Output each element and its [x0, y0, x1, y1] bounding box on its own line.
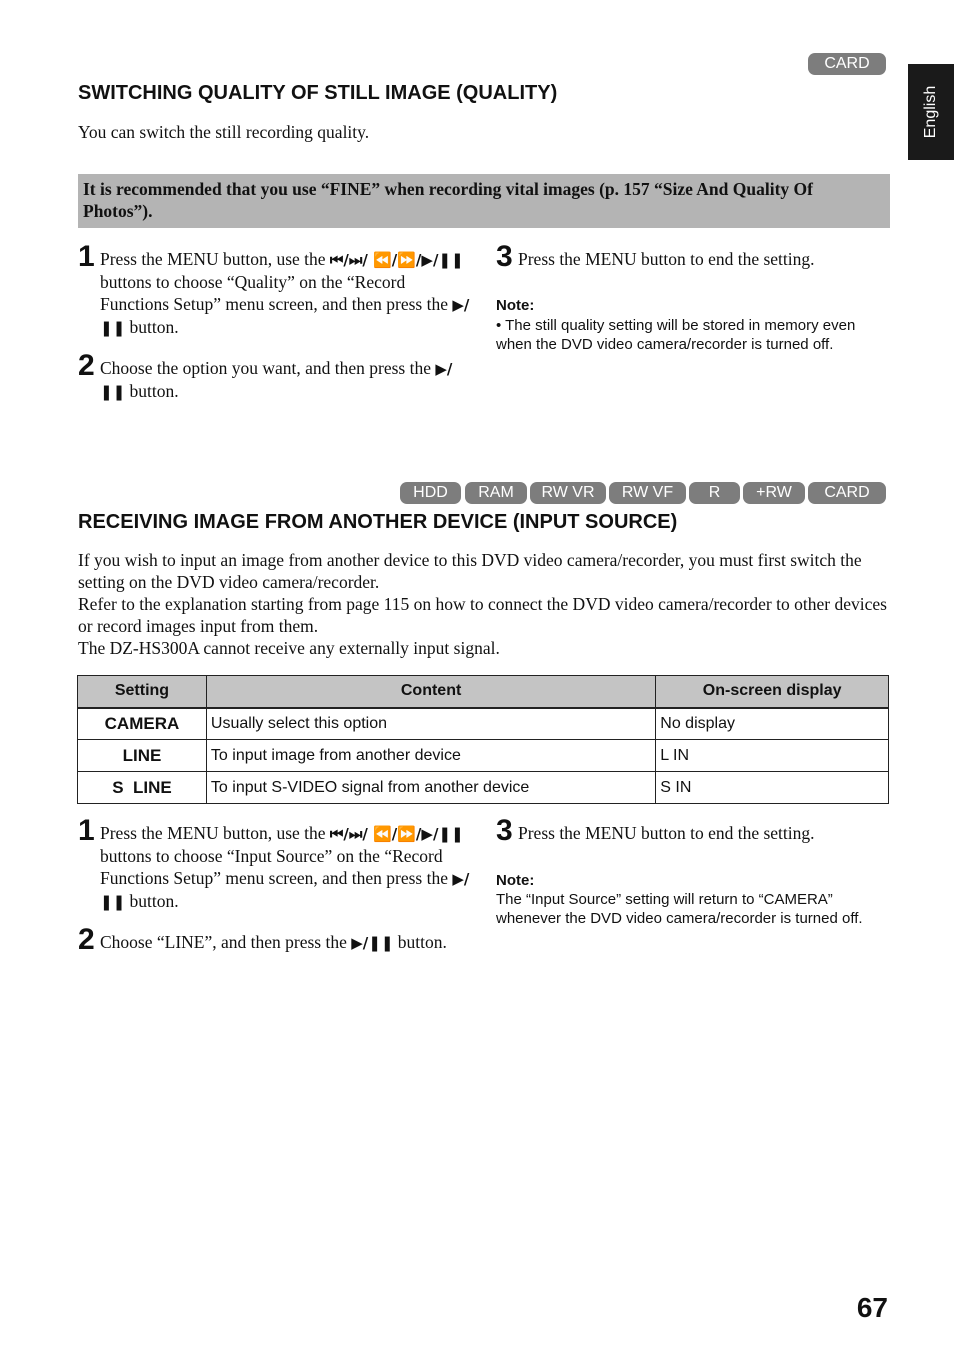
step-3-quality: [496, 240, 896, 273]
note-label-text: Note: [496, 872, 530, 889]
note-text-input-source: The “Input Source” setting will return to “CAMERA” whenever the DVD video camera/recorder is turned off.: [496, 891, 863, 927]
nav-buttons-icon: ⏮/⏭/ ⏪/⏩/▶/❚❚: [329, 825, 464, 843]
table-row: [78, 772, 889, 804]
step-text-part: Choose “LINE”, and then press the: [100, 932, 352, 952]
step-number: 2: [78, 923, 95, 956]
section-intro-quality: You can switch the still recording quality.: [78, 122, 370, 142]
note-text-quality: • The still quality setting will be stored in memory even when the DVD video camera/recorder is turned off.: [496, 317, 856, 353]
step-text-part: button.: [125, 891, 179, 911]
play-pause-icon: ▶/❚❚: [100, 296, 470, 337]
step-text: [100, 822, 470, 913]
setting-cell: CAMERA: [78, 708, 207, 740]
column-header: Setting: [78, 676, 207, 708]
display-cell: No display: [656, 708, 889, 740]
nav-buttons-icon: ⏮/⏭/ ⏪/⏩/▶/❚❚: [329, 251, 464, 269]
step-text: Press the MENU button to end the setting.: [518, 823, 815, 843]
display-cell: L IN: [656, 740, 889, 772]
play-pause-icon: ▶/❚❚: [100, 360, 453, 401]
input-source-description: [78, 549, 890, 659]
recommendation-text: It is recommended that you use “FINE” when recording vital images (p. 157 “Size And Quality Of Photos”).: [83, 179, 813, 221]
step-number: 2: [78, 349, 95, 382]
table-header-row: [78, 676, 889, 708]
step-3-input-source: [496, 814, 896, 847]
column-header: Content: [206, 676, 655, 708]
step-text-part: button.: [125, 317, 179, 337]
note-label: Note:: [496, 297, 535, 314]
setting-cell: LINE: [78, 740, 207, 772]
step-number: 1: [78, 240, 95, 273]
section-title-quality: SWITCHING QUALITY OF STILL IMAGE (QUALITY): [78, 82, 558, 104]
step-text-part: button.: [393, 932, 447, 952]
language-tab: [908, 64, 954, 160]
media-tag-card: CARD: [808, 53, 886, 75]
language-tab-label: English: [922, 85, 939, 139]
step-text: [100, 357, 470, 403]
play-pause-icon: ▶/❚❚: [351, 934, 394, 952]
step-text-part: buttons to choose “Quality” on the “Record Functions Setup” menu screen, and then press the: [100, 272, 453, 314]
step-text-part: Press the MENU button, use the: [100, 823, 330, 843]
step-number: 3: [496, 814, 513, 847]
recommendation-callout: [78, 174, 890, 228]
step-text: Press the MENU button to end the setting.: [518, 249, 815, 269]
content-cell: To input image from another device: [206, 740, 655, 772]
play-pause-icon: ▶/❚❚: [100, 870, 470, 911]
table-row: [78, 708, 889, 740]
note-label: Note:: [496, 872, 535, 889]
content-cell: Usually select this option: [206, 708, 655, 740]
step-text-part: buttons to choose “Input Source” on the “Record Functions Setup” menu screen, and then press the: [100, 846, 453, 888]
display-cell: S IN: [656, 772, 889, 804]
column-header: On-screen display: [656, 676, 889, 708]
media-tag-hdd: HDD: [400, 482, 461, 504]
media-tag-rw-vr: RW VR: [530, 482, 606, 504]
step-text-part: button.: [125, 381, 179, 401]
step-1-input-source: [78, 814, 470, 913]
media-tag-rw-vf: RW VF: [609, 482, 686, 504]
step-1-quality: [78, 240, 470, 339]
step-text: [100, 931, 470, 954]
input-source-table: [77, 675, 889, 804]
step-2-quality: [78, 349, 470, 403]
step-number: 1: [78, 814, 95, 847]
setting-cell: S LINE: [78, 772, 207, 804]
paragraph: If you wish to input an image from another device to this DVD video camera/recorder, you must first switch the setting on the DVD video camera/recorder.: [78, 550, 862, 592]
paragraph: Refer to the explanation starting from page 115 on how to connect the DVD video camera/recorder to other devices or record images input from them.: [78, 594, 887, 636]
page-number: 67: [856, 1292, 888, 1323]
step-text-part: Choose the option you want, and then press the: [100, 358, 436, 378]
media-tag-card: CARD: [808, 482, 886, 504]
note-label-text: Note: [496, 297, 530, 314]
content-cell: To input S-VIDEO signal from another device: [206, 772, 655, 804]
paragraph: The DZ-HS300A cannot receive any externally input signal.: [78, 638, 500, 658]
media-tag-r: R: [689, 482, 740, 504]
media-tag-plus-rw: +RW: [743, 482, 805, 504]
step-text: [100, 248, 470, 339]
table-row: [78, 740, 889, 772]
step-number: 3: [496, 240, 513, 273]
section-title-input-source: RECEIVING IMAGE FROM ANOTHER DEVICE (INPUT SOURCE): [78, 511, 678, 533]
step-2-input-source: [78, 923, 470, 956]
step-text-part: Press the MENU button, use the: [100, 249, 330, 269]
media-tag-ram: RAM: [465, 482, 527, 504]
